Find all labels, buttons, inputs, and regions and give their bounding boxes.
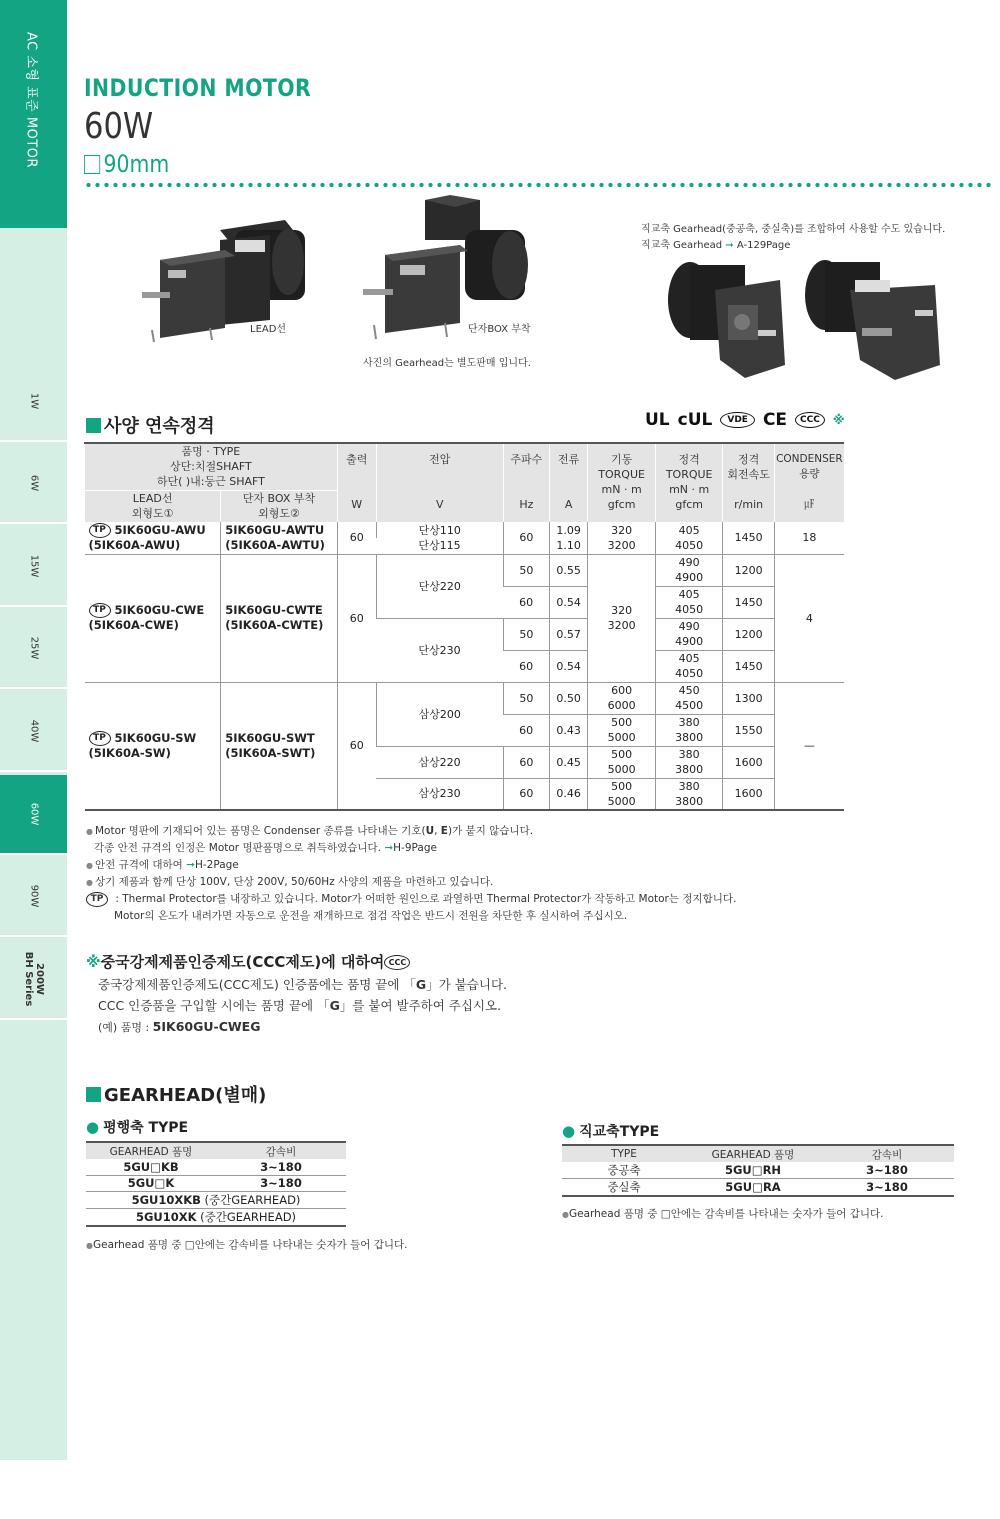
right-angle-gearhead-table <box>562 1144 954 1197</box>
condenser-cell: 18 <box>774 522 844 554</box>
table-row: 중실축 5GU□RA 3~180 <box>562 1179 954 1197</box>
page-watt: 60W <box>84 106 154 147</box>
start-torque-cell: 500 5000 <box>588 746 656 778</box>
start-torque-cell: 320 <box>588 522 656 538</box>
freq-cell: 60 <box>503 650 549 682</box>
model-box: 5IK60GU-AWTU (5IK60A-AWTU) <box>221 522 338 554</box>
type-header: 품명 · TYPE 상단:치절SHAFT 하단( )내:둥근 SHAFT <box>85 443 338 490</box>
table-row: 5GU□K 3~180 <box>86 1175 346 1191</box>
spec-section-title: 사양 연속정격 <box>86 412 215 438</box>
page-title: INDUCTION MOTOR <box>84 74 312 102</box>
rated-torque-cell: 405 4050 <box>655 650 723 682</box>
current-cell: 0.57 <box>549 618 587 650</box>
arrow-right-icon: ➞ <box>725 240 734 251</box>
start-torque-cell: 500 5000 <box>588 778 656 810</box>
right-angle-type-title: ● 직교축TYPE <box>562 1122 660 1140</box>
model-box: 5IK60GU-CWTE (5IK60A-CWTE) <box>221 554 338 682</box>
voltage-cell: 삼상220 <box>376 746 503 778</box>
tp-icon: TP <box>89 523 111 538</box>
rated-torque-cell: 405 4050 <box>655 586 723 618</box>
freq-cell: 60 <box>503 746 549 778</box>
voltage-cell: 단상220 <box>376 554 503 618</box>
voltage-cell: 단상230 <box>376 618 503 682</box>
right-angle-note: ● Gearhead 품명 중 □안에는 감속비를 나타내는 숫자가 들어 갑니다. <box>562 1206 883 1221</box>
start-torque-cell: 600 6000 <box>588 682 656 714</box>
col-gearhead-name: GEARHEAD 품명 <box>86 1142 216 1159</box>
current-cell: 0.54 <box>549 586 587 618</box>
parallel-note: ● Gearhead 품명 중 □안에는 감속비를 나타내는 숫자가 들어 갑니다. <box>86 1237 407 1252</box>
sidebar-tab-6w[interactable]: 6W <box>0 444 67 524</box>
output-header: 출력 W <box>337 443 376 522</box>
square-icon <box>84 155 100 174</box>
section-marker <box>86 1087 101 1102</box>
voltage-cell: 삼상230 <box>376 778 503 810</box>
voltage-cell: 단상115 <box>376 538 503 554</box>
current-cell: 0.43 <box>549 714 587 746</box>
section-marker <box>86 418 101 433</box>
note-4-2: Motor의 온도가 내려가면 자동으로 운전을 재개하므로 점검 작업은 반드시 전원을 차단한 후 실시하여 주십시오. <box>114 910 628 922</box>
sidebar-tab-25w[interactable]: 25W <box>0 609 67 689</box>
current-cell: 1.09 <box>549 522 587 538</box>
condenser-header: CONDENSER 용량 ㎌ <box>774 443 844 522</box>
current-cell: 1.10 <box>549 538 587 554</box>
lead-caption: LEAD선 <box>250 324 287 335</box>
right-angle-solid-image <box>800 250 945 385</box>
ccc-mark-icon: CCC <box>795 412 825 428</box>
condenser-cell: — <box>774 682 844 810</box>
rated-torque-cell: 490 4900 <box>655 618 723 650</box>
freq-cell: 60 <box>503 586 549 618</box>
asterisk-icon: ※ <box>832 413 845 427</box>
note-2: ● 안전 규격에 대하여 ➞H-2Page <box>86 857 736 874</box>
current-header: 전류 A <box>549 443 587 522</box>
freq-cell: 50 <box>503 682 549 714</box>
tp-icon: TP <box>89 603 111 618</box>
freq-cell: 50 <box>503 618 549 650</box>
table-row: 5GU□KB 3~180 <box>86 1159 346 1175</box>
table-row <box>85 682 845 714</box>
spec-notes <box>86 823 736 925</box>
sidebar-tab-60w[interactable]: 60W <box>0 775 67 855</box>
bullet-icon: ● <box>86 1118 100 1136</box>
speed-cell: 1200 <box>723 554 774 586</box>
dotted-divider <box>84 182 994 188</box>
table-row: 중공축 5GU□RH 3~180 <box>562 1162 954 1179</box>
speed-cell: 1550 <box>723 714 774 746</box>
speed-cell: 1450 <box>723 522 774 554</box>
table-row: 5GU10XKB (중간GEARHEAD) <box>86 1191 346 1208</box>
gearhead-section-title: GEARHEAD(별매) <box>86 1081 266 1107</box>
freq-cell: 50 <box>503 554 549 586</box>
model-box: 5IK60GU-SWT (5IK60A-SWT) <box>221 682 338 810</box>
model-lead: TP 5IK60GU-SW (5IK60A-SW) <box>85 682 221 810</box>
table-row <box>85 554 845 586</box>
sidebar-tab-1w[interactable]: 1W <box>0 362 67 442</box>
current-cell: 0.50 <box>549 682 587 714</box>
output-cell: 60 <box>337 522 376 554</box>
arrow-right-icon: ➞ <box>186 859 195 871</box>
speed-cell: 1450 <box>723 586 774 618</box>
speed-cell: 1200 <box>723 618 774 650</box>
right-angle-hollow-image <box>660 250 790 385</box>
ref-link-a129[interactable]: A-129Page <box>736 240 791 251</box>
freq-cell: 60 <box>503 778 549 810</box>
sidebar-tab-90w[interactable]: 90W <box>0 857 67 937</box>
voltage-cell: 단상110 <box>376 522 503 538</box>
vde-mark-icon: VDE <box>720 412 755 428</box>
ref-link-h9[interactable]: H-9Page <box>393 842 437 854</box>
rated-torque-cell: 380 3800 <box>655 746 723 778</box>
rated-torque-cell: 4050 <box>655 538 723 554</box>
spec-table <box>84 442 844 811</box>
start-torque-header: 기동 TORQUE mN · m gfcm <box>588 443 656 522</box>
col-gearhead-name: GEARHEAD 품명 <box>686 1145 820 1162</box>
ccc-title: ※중국강제제품인증제도(CCC제도)에 대하여 CCC <box>86 951 414 972</box>
freq-header: 주파수 Hz <box>503 443 549 522</box>
start-torque-cell: 500 5000 <box>588 714 656 746</box>
sidebar <box>0 0 67 1460</box>
box-caption: 단자BOX 부착 <box>468 324 531 335</box>
current-cell: 0.54 <box>549 650 587 682</box>
current-cell: 0.45 <box>549 746 587 778</box>
arrow-right-icon: ➞ <box>384 842 394 854</box>
voltage-cell: 삼상200 <box>376 682 503 746</box>
rated-torque-cell: 405 <box>655 522 723 538</box>
table-row <box>85 522 845 538</box>
ccc-body: 중국강제제품인증제도(CCC제도) 인증품에는 품명 끝에 「G」가 붙습니다. CCC 인증품을 구입할 시에는 품명 끝에 「G」를 붙여 발주하여 주십시오. (예) 품명 : 5IK60GU-CWEG <box>98 977 508 1034</box>
col-ratio: 감속비 <box>820 1145 954 1162</box>
ccc-mark-icon: CCC <box>384 955 410 970</box>
ce-mark-icon: CE <box>762 410 788 430</box>
sidebar-tab-200w[interactable]: 200W BH Series <box>0 940 67 1020</box>
certification-marks <box>645 410 845 430</box>
note-1: ● Motor 명판에 기재되어 있는 품명은 Condenser 종류를 나타내는 기호(U, E)가 붙지 않습니다. <box>86 823 736 840</box>
freq-cell: 60 <box>503 714 549 746</box>
sidebar-category <box>0 0 67 228</box>
right-note-2: 직교축 Gearhead ➞ A-129Page <box>641 240 791 251</box>
rated-torque-cell: 380 3800 <box>655 778 723 810</box>
rated-torque-cell: 380 3800 <box>655 714 723 746</box>
condenser-cell: 4 <box>774 554 844 682</box>
speed-cell: 1600 <box>723 746 774 778</box>
speed-cell: 1450 <box>723 650 774 682</box>
rated-speed-header: 정격 회전속도 r/min <box>723 443 774 522</box>
col-ratio: 감속비 <box>216 1142 346 1159</box>
speed-cell: 1600 <box>723 778 774 810</box>
current-cell: 0.55 <box>549 554 587 586</box>
sidebar-tab-15w[interactable]: 15W <box>0 527 67 607</box>
current-cell: 0.46 <box>549 778 587 810</box>
output-cell: 60 <box>337 554 376 682</box>
bullet-icon: ● <box>562 1122 576 1140</box>
col-type: TYPE <box>562 1145 686 1162</box>
table-row: 5GU10XK (중간GEARHEAD) <box>86 1208 346 1226</box>
start-torque-cell: 3200 <box>588 538 656 554</box>
gearhead-note: 사진의 Gearhead는 별도판매 입니다. <box>363 358 531 369</box>
box-header: 단자 BOX 부착 외형도② <box>221 490 338 522</box>
parallel-gearhead-table <box>86 1141 346 1227</box>
page-size: 90mm <box>84 150 169 178</box>
note-1-2: 각종 안전 규격의 인정은 Motor 명판품명으로 취득하였습니다. ➞H-9Page <box>94 842 437 854</box>
rated-torque-cell: 490 4900 <box>655 554 723 586</box>
tp-icon: TP <box>86 892 108 907</box>
start-torque-cell: 320 3200 <box>588 554 656 682</box>
right-note-1: 직교축 Gearhead(중공축, 중실축)를 조합하여 사용할 수도 있습니다. <box>641 224 946 235</box>
tp-icon: TP <box>89 731 111 746</box>
cul-mark-icon: cUL <box>677 410 713 430</box>
note-3: ● 상기 제품과 함께 단상 100V, 단상 200V, 50/60Hz 사양의 제품을 마련하고 있습니다. <box>86 874 736 891</box>
freq-cell: 60 <box>503 522 549 554</box>
voltage-header: 전압 V <box>376 443 503 522</box>
sidebar-tab-40w[interactable]: 40W <box>0 692 67 772</box>
rated-torque-cell: 450 4500 <box>655 682 723 714</box>
model-lead: TP 5IK60GU-CWE (5IK60A-CWE) <box>85 554 221 682</box>
speed-cell: 1300 <box>723 682 774 714</box>
ref-link-h2[interactable]: H-2Page <box>194 859 239 871</box>
output-cell: 60 <box>337 682 376 810</box>
note-4: TP : Thermal Protector를 내장하고 있습니다. Motor가 어떠한 원인으로 과열하면 Thermal Protector가 작동하고 Motor는 정지합니다. <box>86 891 736 908</box>
lead-header: LEAD선 외형도① <box>85 490 221 522</box>
rated-torque-header: 정격 TORQUE mN · m gfcm <box>655 443 723 522</box>
sidebar-category-label: AC 소형 표준 MOTOR <box>23 32 39 169</box>
model-lead: TP 5IK60GU-AWU (5IK60A-AWU) <box>85 522 221 554</box>
ul-mark-icon: UL <box>645 410 670 430</box>
parallel-type-title: ● 평행축 TYPE <box>86 1118 189 1136</box>
